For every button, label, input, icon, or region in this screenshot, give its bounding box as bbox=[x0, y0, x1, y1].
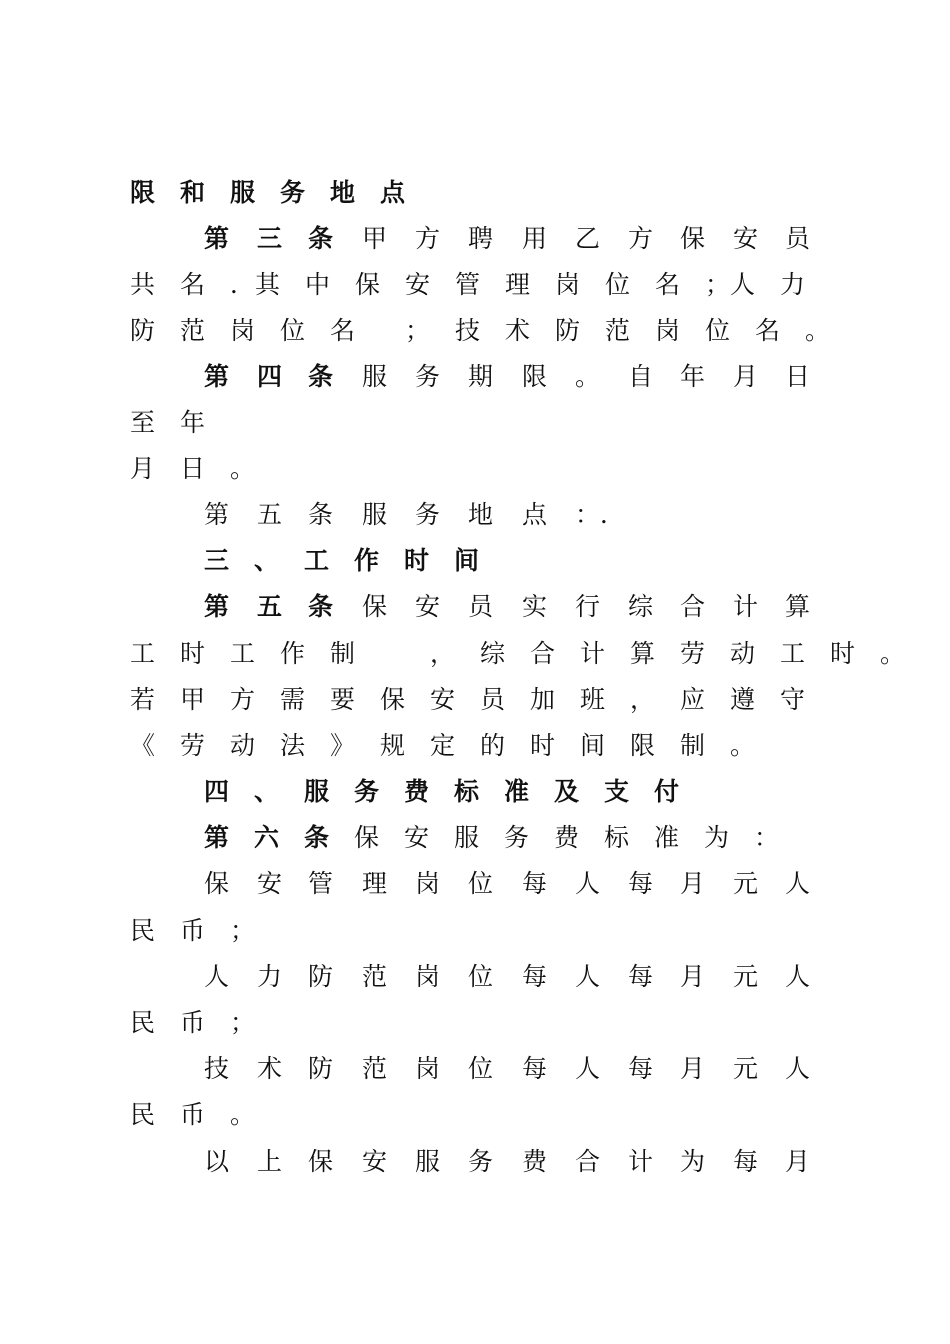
text-line bbox=[0, 1098, 950, 1132]
text-line bbox=[0, 1145, 950, 1179]
text-char: 务 bbox=[415, 500, 441, 529]
text-char: 务 bbox=[354, 777, 380, 806]
text-line bbox=[0, 729, 950, 763]
text-char: 规 bbox=[380, 731, 406, 760]
text-char: 工 bbox=[304, 546, 330, 575]
text-char: 共 bbox=[130, 270, 156, 299]
text-char: 保 bbox=[204, 869, 230, 898]
text-char: 每 bbox=[628, 869, 654, 898]
text-char: 安 bbox=[430, 685, 456, 714]
text-char: 防 bbox=[130, 316, 156, 345]
text-char: 自 bbox=[628, 362, 654, 391]
text-char: 费 bbox=[404, 777, 430, 806]
text-line bbox=[0, 222, 950, 256]
text-char: 服 bbox=[362, 362, 388, 391]
text-char: 、 bbox=[254, 777, 280, 806]
text-char: 岗 bbox=[415, 962, 441, 991]
text-char: ； bbox=[405, 316, 431, 345]
text-char: 加 bbox=[530, 685, 556, 714]
text-char: 以 bbox=[204, 1147, 230, 1176]
text-char: 计 bbox=[628, 1147, 654, 1176]
text-char: ． bbox=[230, 270, 256, 299]
text-char: 人 bbox=[730, 270, 756, 299]
text-char: 安 bbox=[404, 823, 430, 852]
text-char: 六 bbox=[254, 823, 280, 852]
text-char: 工 bbox=[780, 639, 806, 668]
text-char: ． bbox=[600, 500, 626, 529]
text-char: 管 bbox=[455, 270, 481, 299]
text-char: 第 bbox=[204, 500, 230, 529]
text-char: 币 bbox=[180, 916, 206, 945]
text-char: 定 bbox=[430, 731, 456, 760]
text-char: 合 bbox=[680, 592, 706, 621]
text-char: 名 bbox=[180, 270, 206, 299]
text-char: 力 bbox=[257, 962, 283, 991]
text-char: 期 bbox=[468, 362, 494, 391]
text-char: ： bbox=[754, 823, 780, 852]
text-char: 第 bbox=[204, 823, 230, 852]
text-char: 动 bbox=[230, 731, 256, 760]
text-char: 方 bbox=[628, 224, 654, 253]
text-line bbox=[0, 1052, 950, 1086]
text-char: 时 bbox=[530, 731, 556, 760]
text-char: 币 bbox=[180, 1008, 206, 1037]
text-char: 岗 bbox=[555, 270, 581, 299]
text-char: 四 bbox=[204, 777, 230, 806]
text-char: 月 bbox=[680, 1054, 706, 1083]
text-char: 元 bbox=[733, 962, 759, 991]
text-line bbox=[0, 683, 950, 717]
text-char: 条 bbox=[308, 500, 334, 529]
text-char: 法 bbox=[280, 731, 306, 760]
text-line bbox=[0, 590, 950, 624]
text-char: 合 bbox=[575, 1147, 601, 1176]
text-char: 保 bbox=[380, 685, 406, 714]
text-char: 保 bbox=[362, 592, 388, 621]
text-char: 人 bbox=[575, 1054, 601, 1083]
text-char: 付 bbox=[654, 777, 680, 806]
text-char: 间 bbox=[580, 731, 606, 760]
text-char: 动 bbox=[730, 639, 756, 668]
text-char: 人 bbox=[575, 962, 601, 991]
text-char: 元 bbox=[733, 869, 759, 898]
text-char: 需 bbox=[280, 685, 306, 714]
text-char: 综 bbox=[628, 592, 654, 621]
text-char: 限 bbox=[522, 362, 548, 391]
text-char: 第 bbox=[204, 362, 230, 391]
text-char: 用 bbox=[522, 224, 548, 253]
text-char: 务 bbox=[280, 178, 306, 207]
text-char: 元 bbox=[733, 1054, 759, 1083]
text-char: 计 bbox=[733, 592, 759, 621]
text-char: 点 bbox=[380, 178, 406, 207]
text-char: 、 bbox=[254, 546, 280, 575]
text-char: 术 bbox=[505, 316, 531, 345]
text-char: 地 bbox=[330, 178, 356, 207]
text-char: 年 bbox=[180, 408, 206, 437]
text-char: 。 bbox=[230, 1100, 256, 1129]
text-char: 名 bbox=[755, 316, 781, 345]
text-char: 民 bbox=[130, 916, 156, 945]
text-char: 支 bbox=[604, 777, 630, 806]
text-char: 年 bbox=[680, 362, 706, 391]
text-char: 范 bbox=[180, 316, 206, 345]
text-char: 费 bbox=[522, 1147, 548, 1176]
text-char: 算 bbox=[630, 639, 656, 668]
text-char: 务 bbox=[504, 823, 530, 852]
text-char: ： bbox=[575, 500, 601, 529]
text-line bbox=[0, 452, 950, 486]
text-char: 务 bbox=[468, 1147, 494, 1176]
text-char: 民 bbox=[130, 1008, 156, 1037]
text-char: 《 bbox=[130, 731, 156, 760]
text-char: 计 bbox=[580, 639, 606, 668]
text-char: 月 bbox=[733, 362, 759, 391]
text-char: 算 bbox=[785, 592, 811, 621]
text-char: ； bbox=[230, 1008, 256, 1037]
text-char: 位 bbox=[468, 962, 494, 991]
text-char: 每 bbox=[522, 1054, 548, 1083]
text-char: 乙 bbox=[575, 224, 601, 253]
text-char: 服 bbox=[362, 500, 388, 529]
text-char: 保 bbox=[680, 224, 706, 253]
text-char: 作 bbox=[280, 639, 306, 668]
text-char: 务 bbox=[415, 362, 441, 391]
text-char: 限 bbox=[130, 178, 156, 207]
text-char: 费 bbox=[554, 823, 580, 852]
text-char: 》 bbox=[330, 731, 356, 760]
text-char: 防 bbox=[308, 962, 334, 991]
text-char: 日 bbox=[785, 362, 811, 391]
text-char: 安 bbox=[405, 270, 431, 299]
text-char: 员 bbox=[468, 592, 494, 621]
text-char: 间 bbox=[454, 546, 480, 575]
text-char: ， bbox=[430, 639, 456, 668]
text-char: 位 bbox=[280, 316, 306, 345]
text-char: 位 bbox=[705, 316, 731, 345]
text-char: 理 bbox=[505, 270, 531, 299]
text-line bbox=[0, 1006, 950, 1040]
text-char: 防 bbox=[555, 316, 581, 345]
text-char: 守 bbox=[780, 685, 806, 714]
text-char: 应 bbox=[680, 685, 706, 714]
text-char: 管 bbox=[308, 869, 334, 898]
text-char: 服 bbox=[230, 178, 256, 207]
text-char: 人 bbox=[785, 962, 811, 991]
text-char: 力 bbox=[780, 270, 806, 299]
text-char: 及 bbox=[554, 777, 580, 806]
text-char: 岗 bbox=[415, 1054, 441, 1083]
text-char: 时 bbox=[830, 639, 856, 668]
text-char: 位 bbox=[468, 1054, 494, 1083]
text-char: 币 bbox=[180, 1100, 206, 1129]
text-char: 第 bbox=[204, 224, 230, 253]
text-char: 为 bbox=[680, 1147, 706, 1176]
text-char: 五 bbox=[257, 592, 283, 621]
text-char: 四 bbox=[257, 362, 283, 391]
text-char: 月 bbox=[680, 869, 706, 898]
text-char: 每 bbox=[522, 962, 548, 991]
text-char: 防 bbox=[308, 1054, 334, 1083]
text-char: 条 bbox=[308, 362, 334, 391]
text-char: 理 bbox=[362, 869, 388, 898]
text-char: 保 bbox=[355, 270, 381, 299]
text-line bbox=[0, 637, 950, 671]
text-char: 点 bbox=[522, 500, 548, 529]
text-char: 位 bbox=[468, 869, 494, 898]
text-char: 岗 bbox=[230, 316, 256, 345]
text-char: 作 bbox=[354, 546, 380, 575]
text-char: 和 bbox=[180, 178, 206, 207]
text-char: 员 bbox=[480, 685, 506, 714]
text-char: 甲 bbox=[180, 685, 206, 714]
text-char: 。 bbox=[805, 316, 831, 345]
text-char: 综 bbox=[480, 639, 506, 668]
text-char: 中 bbox=[305, 270, 331, 299]
text-char: 。 bbox=[575, 362, 601, 391]
text-char: 术 bbox=[257, 1054, 283, 1083]
text-char: 要 bbox=[330, 685, 356, 714]
text-char: 工 bbox=[230, 639, 256, 668]
text-line bbox=[0, 406, 950, 440]
text-char: 民 bbox=[130, 1100, 156, 1129]
text-char: 准 bbox=[654, 823, 680, 852]
text-char: 制 bbox=[680, 731, 706, 760]
text-char: 人 bbox=[785, 869, 811, 898]
text-char: 。 bbox=[880, 639, 906, 668]
text-line bbox=[0, 360, 950, 394]
text-char: ， bbox=[630, 685, 656, 714]
text-char: 地 bbox=[468, 500, 494, 529]
text-char: 名 bbox=[655, 270, 681, 299]
text-char: 五 bbox=[257, 500, 283, 529]
text-char: 劳 bbox=[680, 639, 706, 668]
text-char: 第 bbox=[204, 592, 230, 621]
text-char: 月 bbox=[785, 1147, 811, 1176]
text-char: 准 bbox=[504, 777, 530, 806]
text-char: 的 bbox=[480, 731, 506, 760]
text-char: 若 bbox=[130, 685, 156, 714]
text-line bbox=[0, 914, 950, 948]
text-char: 。 bbox=[730, 731, 756, 760]
text-char: 安 bbox=[733, 224, 759, 253]
text-char: 合 bbox=[530, 639, 556, 668]
text-line bbox=[0, 176, 950, 210]
text-char: 方 bbox=[230, 685, 256, 714]
text-char: 技 bbox=[204, 1054, 230, 1083]
text-line bbox=[0, 867, 950, 901]
text-char: 实 bbox=[522, 592, 548, 621]
text-char: 范 bbox=[362, 962, 388, 991]
text-char: 条 bbox=[308, 224, 334, 253]
text-char: 岗 bbox=[415, 869, 441, 898]
text-char: 月 bbox=[130, 454, 156, 483]
text-char: 月 bbox=[680, 962, 706, 991]
text-char: 三 bbox=[204, 546, 230, 575]
text-line bbox=[0, 314, 950, 348]
text-char: 限 bbox=[630, 731, 656, 760]
text-char: 每 bbox=[733, 1147, 759, 1176]
text-line bbox=[0, 821, 950, 855]
text-line bbox=[0, 498, 950, 532]
text-line bbox=[0, 268, 950, 302]
text-char: 位 bbox=[605, 270, 631, 299]
text-char: 人 bbox=[785, 1054, 811, 1083]
text-char: 范 bbox=[605, 316, 631, 345]
text-char: 服 bbox=[415, 1147, 441, 1176]
text-line bbox=[0, 775, 950, 809]
text-char: 遵 bbox=[730, 685, 756, 714]
text-char: 方 bbox=[415, 224, 441, 253]
text-char: 人 bbox=[575, 869, 601, 898]
text-char: 范 bbox=[362, 1054, 388, 1083]
text-char: 班 bbox=[580, 685, 606, 714]
text-char: 甲 bbox=[362, 224, 388, 253]
text-char: 。 bbox=[230, 454, 256, 483]
text-char: 为 bbox=[704, 823, 730, 852]
text-char: 至 bbox=[130, 408, 156, 437]
text-char: 条 bbox=[308, 592, 334, 621]
text-char: 人 bbox=[204, 962, 230, 991]
text-line bbox=[0, 960, 950, 994]
text-char: 服 bbox=[454, 823, 480, 852]
text-char: 每 bbox=[628, 1054, 654, 1083]
text-char: 名 bbox=[330, 316, 356, 345]
text-char: 标 bbox=[604, 823, 630, 852]
text-char: 其 bbox=[255, 270, 281, 299]
text-char: 安 bbox=[257, 869, 283, 898]
text-char: 工 bbox=[130, 639, 156, 668]
text-char: 时 bbox=[404, 546, 430, 575]
text-char: 服 bbox=[304, 777, 330, 806]
text-char: 行 bbox=[575, 592, 601, 621]
text-char: 技 bbox=[455, 316, 481, 345]
text-char: 条 bbox=[304, 823, 330, 852]
text-char: 制 bbox=[330, 639, 356, 668]
text-char: 保 bbox=[354, 823, 380, 852]
text-char: 保 bbox=[308, 1147, 334, 1176]
text-char: 安 bbox=[415, 592, 441, 621]
text-char: 员 bbox=[785, 224, 811, 253]
text-char: 岗 bbox=[655, 316, 681, 345]
text-line bbox=[0, 544, 950, 578]
text-char: ； bbox=[230, 916, 256, 945]
text-char: 聘 bbox=[468, 224, 494, 253]
text-char: 安 bbox=[362, 1147, 388, 1176]
text-char: 时 bbox=[180, 639, 206, 668]
text-char: 标 bbox=[454, 777, 480, 806]
text-char: 劳 bbox=[180, 731, 206, 760]
text-char: 每 bbox=[628, 962, 654, 991]
text-char: 上 bbox=[257, 1147, 283, 1176]
text-char: ； bbox=[705, 270, 731, 299]
text-char: 日 bbox=[180, 454, 206, 483]
text-char: 每 bbox=[522, 869, 548, 898]
text-char: 三 bbox=[257, 224, 283, 253]
